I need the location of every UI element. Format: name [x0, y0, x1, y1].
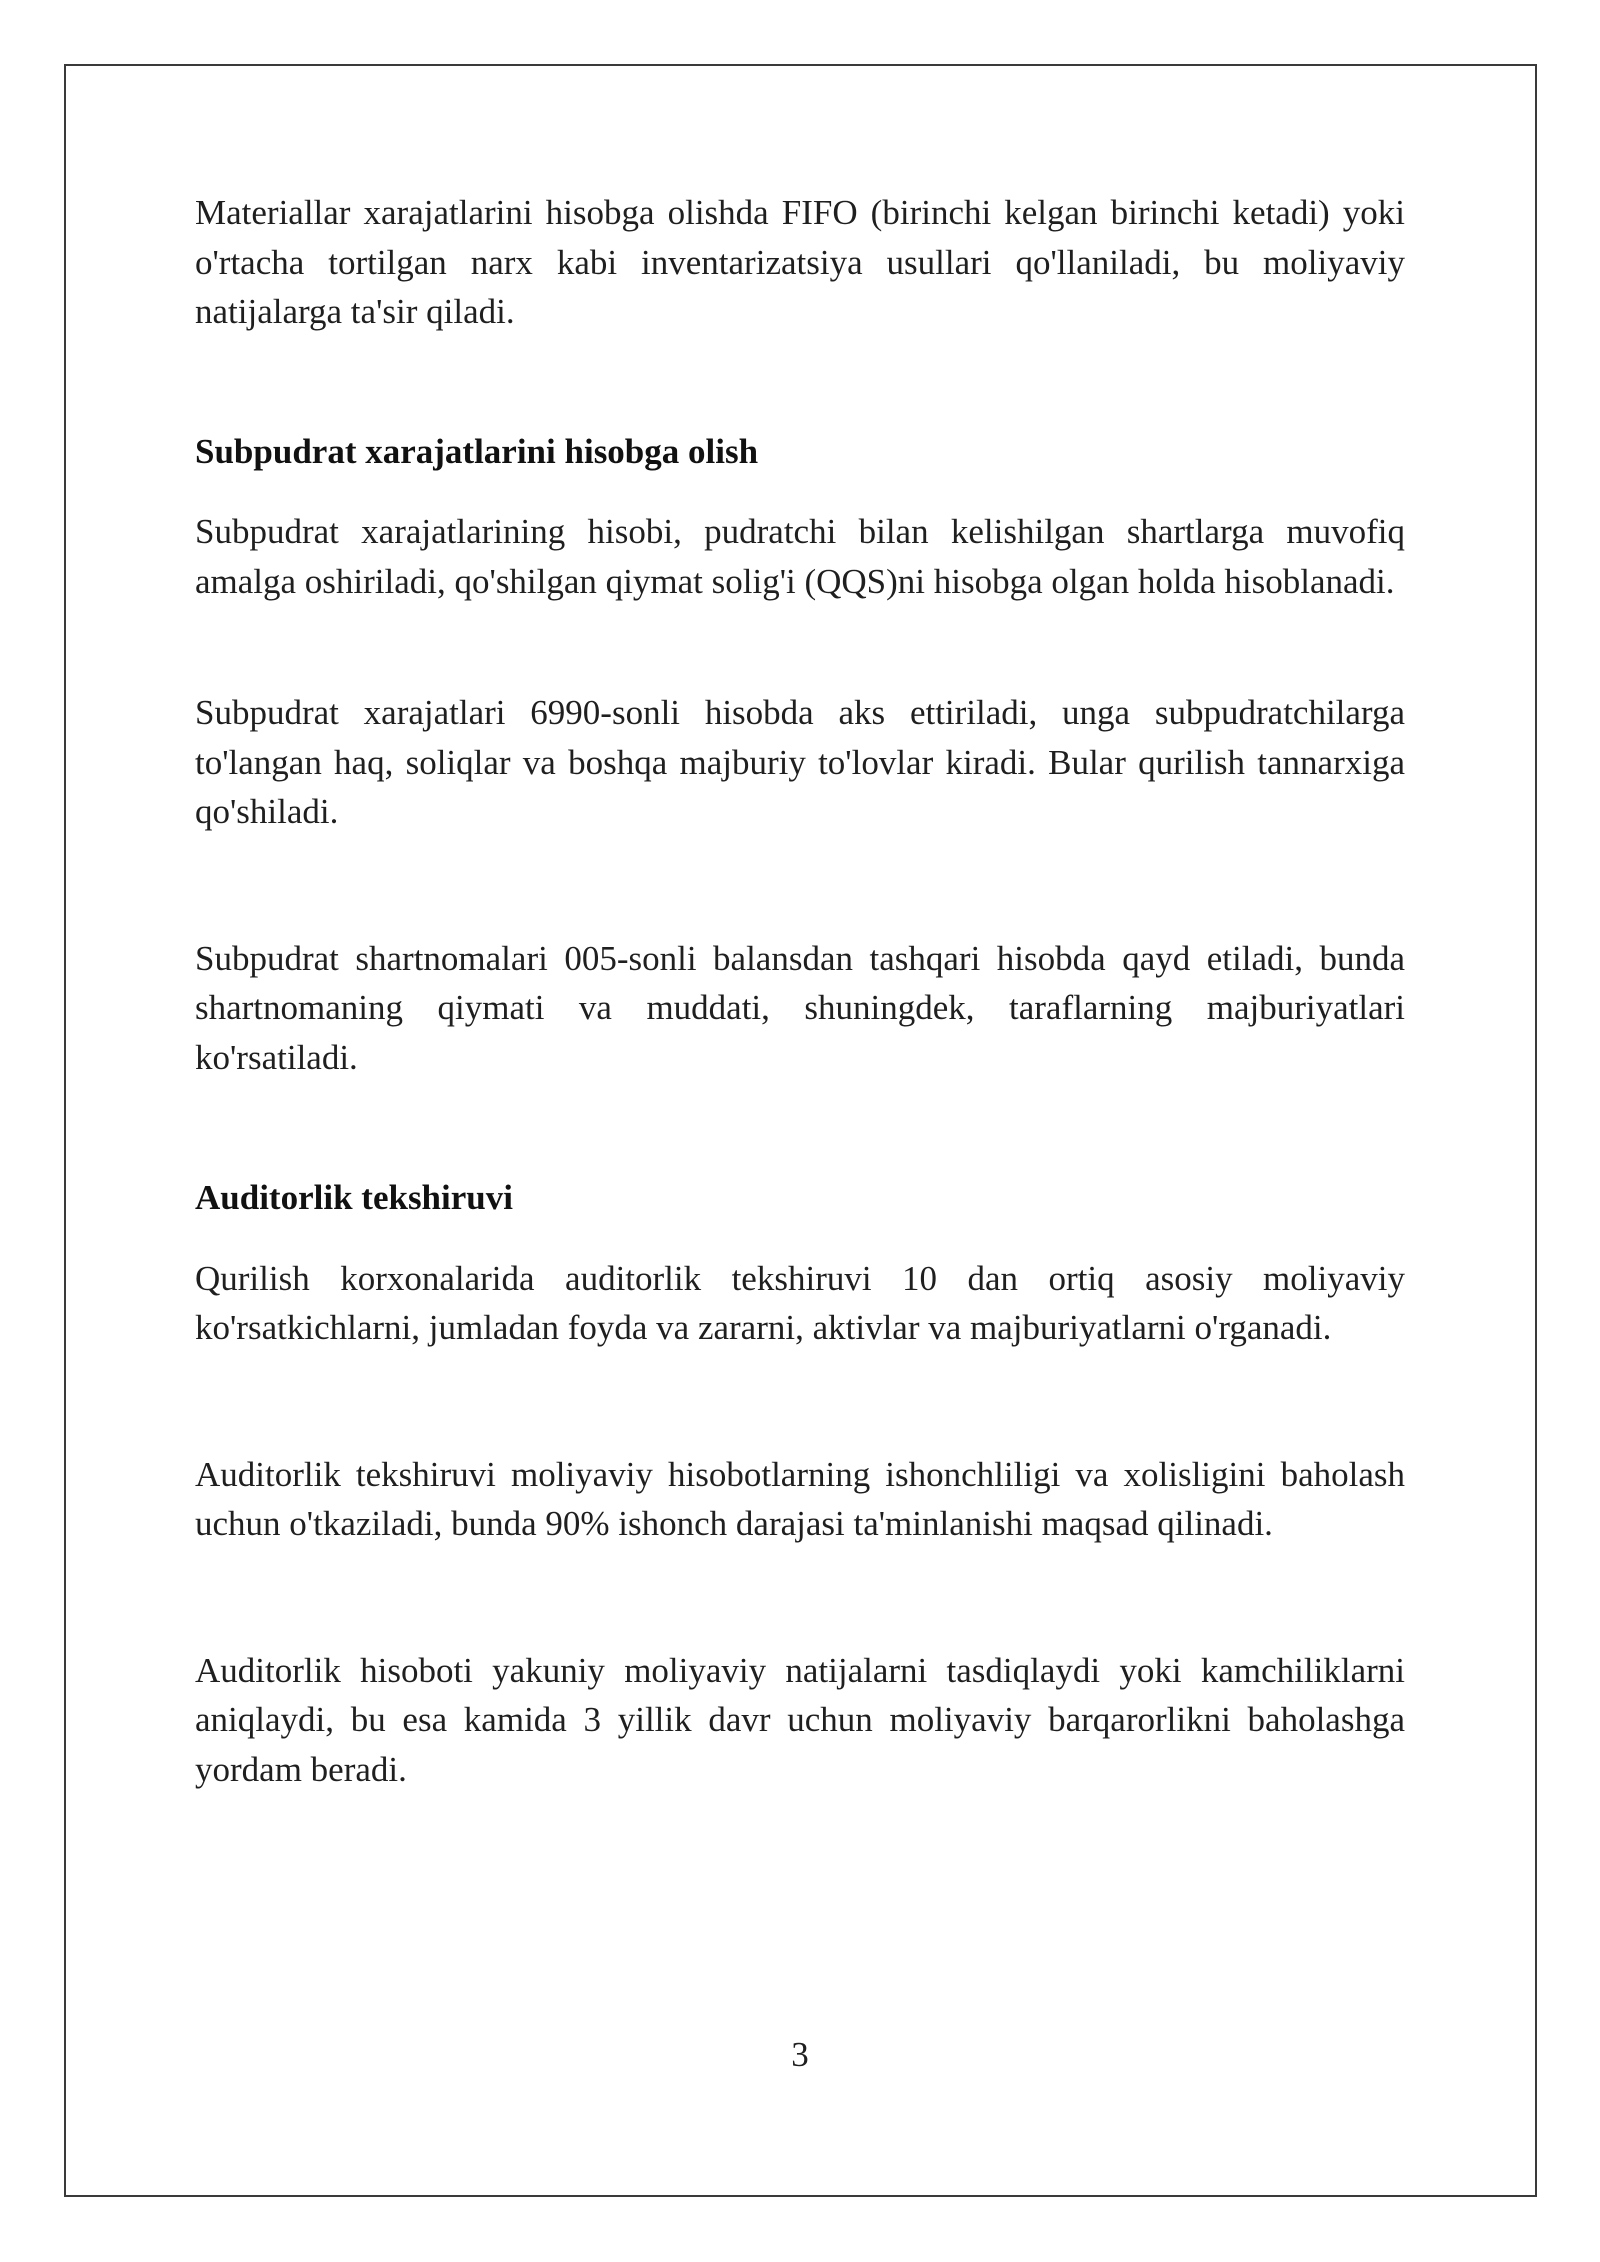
paragraph-subcontract-offbalance-005: Subpudrat shartnomalari 005-sonli balansdan tashqari hisobda qayd etiladi, bunda shartnomaning qiymati va muddati, shuningdek, taraflarning majburiyatlari ko'rsatiladi.	[195, 938, 1405, 1077]
paragraph-materials-methods: Materiallar xarajatlarini hisobga olishda FIFO (birinchi kelgan birinchi ketadi) yoki o'rtacha tortilgan narx kabi inventarizatsiya usullari qo'llaniladi, bu moliyaviy natijalarga ta'sir qiladi.	[195, 193, 1405, 331]
section-heading-subcontract: Subpudrat xarajatlarini hisobga olish	[195, 431, 759, 471]
paragraph-audit-reliability: Auditorlik tekshiruvi moliyaviy hisobotlarning ishonchliligi va xolisligini baholash uchun o'tkaziladi, bunda 90% ishonch darajasi ta'minlanishi maqsad qilinadi.	[195, 1454, 1405, 1543]
paragraph-audit-report: Auditorlik hisoboti yakuniy moliyaviy natijalarni tasdiqlaydi yoki kamchiliklarni aniqlaydi, bu esa kamida 3 yillik davr uchun moliyaviy barqarorlikni baholashga yordam beradi.	[195, 1650, 1405, 1789]
paragraph-subcontract-account-6990: Subpudrat xarajatlari 6990-sonli hisobda aks ettiriladi, unga subpudratchilarga to'langan haq, soliqlar va boshqa majburiy to'lovlar kiradi. Bular qurilish tannarxiga qo'shiladi.	[195, 693, 1405, 831]
section-heading-audit: Auditorlik tekshiruvi	[195, 1178, 513, 1217]
paragraph-audit-indicators: Qurilish korxonalarida auditorlik tekshiruvi 10 dan ortiq asosiy moliyaviy ko'rsatkichlarni, jumladan foyda va zararni, aktivlar va majburiyatlarni o'rganadi.	[195, 1258, 1405, 1347]
document-body	[195, 188, 1405, 1794]
page-number: 3	[791, 2035, 809, 2074]
paragraph-subcontract-accounting: Subpudrat xarajatlarining hisobi, pudratchi bilan kelishilgan shartlarga muvofiq amalga oshiriladi, qo'shilgan qiymat solig'i (QQS)ni hisobga olgan holda hisoblanadi.	[195, 512, 1405, 601]
